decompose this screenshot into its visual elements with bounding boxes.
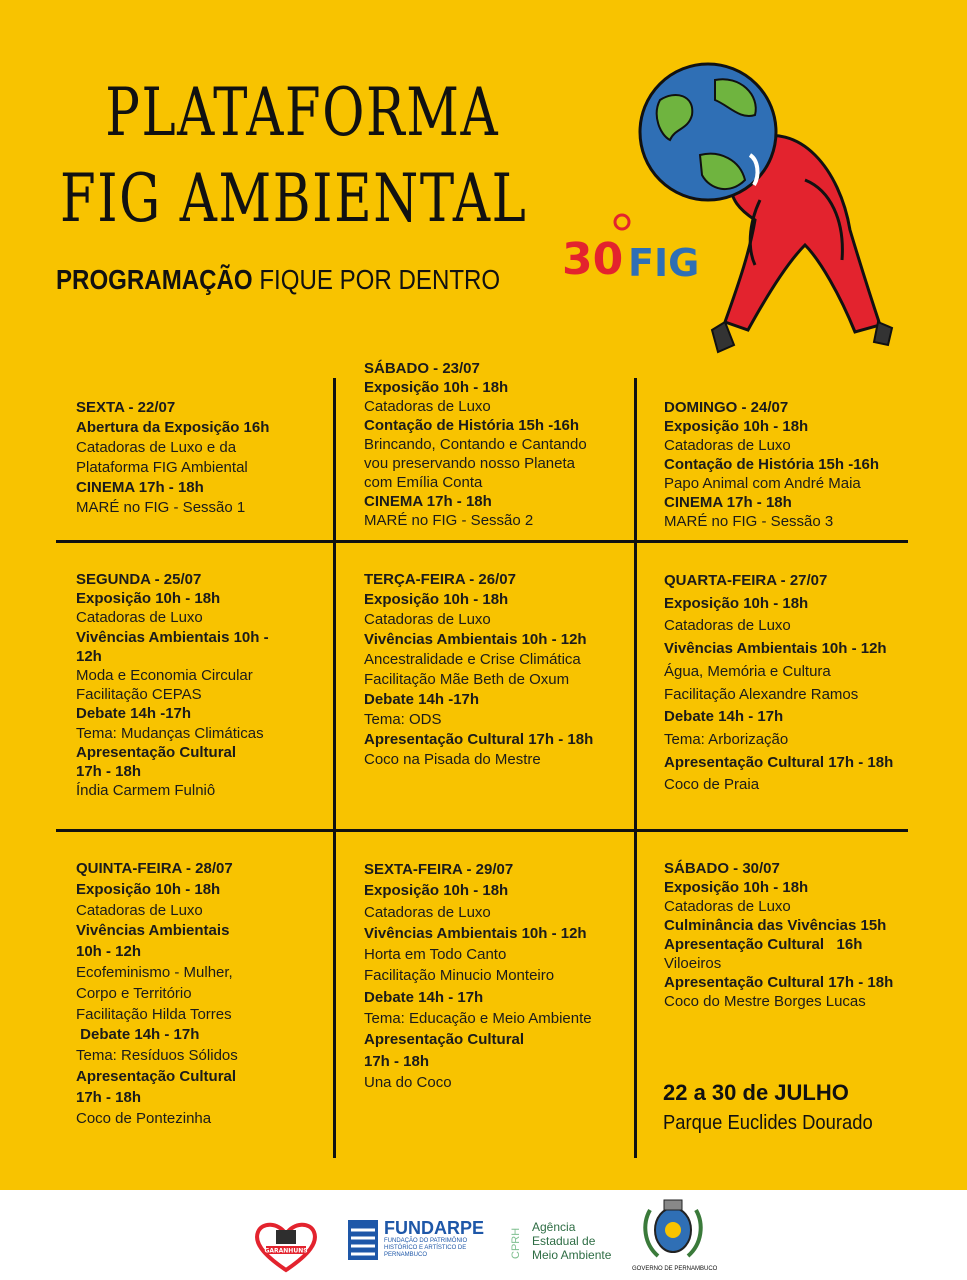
event-detail: Coco de Pontezinha — [76, 1109, 212, 1127]
grid-vline-right — [634, 378, 637, 1158]
event-title: Exposição 10h - 18h — [76, 590, 221, 608]
event-detail: Corpo e Território — [76, 984, 192, 1002]
day-heading: SÁBADO - 23/07 — [364, 360, 480, 377]
event-detail: MARÉ no FIG - Sessão 3 — [664, 513, 834, 530]
event-detail: MARÉ no FIG - Sessão 2 — [364, 512, 534, 529]
event-title: Vivências Ambientais 10h - — [76, 628, 269, 646]
event-detail: Una do Coco — [364, 1073, 452, 1091]
day-sexta-29 — [364, 859, 592, 1093]
event-detail: Coco do Mestre Borges Lucas — [664, 993, 866, 1010]
event-title: 17h - 18h — [76, 1088, 142, 1106]
day-heading: QUINTA-FEIRA - 28/07 — [76, 860, 233, 877]
event-detail: Tema: Educação e Meio Ambiente — [364, 1010, 592, 1028]
event-detail: Ecofeminismo - Mulher, — [76, 963, 233, 981]
event-title: Vivências Ambientais — [76, 922, 230, 940]
event-title: Exposição 10h - 18h — [364, 882, 509, 900]
event-title: Culminância das Vivências 15h — [664, 917, 887, 934]
fundarpe-mark-icon — [348, 1220, 378, 1260]
event-title: 17h - 18h — [364, 1052, 430, 1070]
event-title: Apresentação Cultural — [364, 1031, 525, 1049]
event-detail: MARÉ no FIG - Sessão 1 — [76, 499, 246, 516]
day-sabado-30 — [664, 859, 893, 1011]
event-detail: Catadoras de Luxo — [664, 898, 791, 915]
event-detail: Facilitação Hilda Torres — [76, 1005, 232, 1023]
earth-figure-illustration — [630, 60, 900, 360]
day-sexta-22 — [76, 398, 269, 518]
event-title: Vivências Ambientais 10h - 12h — [364, 631, 587, 648]
cprh-line-3: Meio Ambiente — [532, 1248, 612, 1262]
event-title: CINEMA 17h - 18h — [76, 479, 204, 496]
event-detail: Catadoras de Luxo — [364, 903, 491, 921]
event-detail: Catadoras de Luxo — [76, 901, 203, 919]
event-detail: Catadoras de Luxo e da — [76, 439, 237, 456]
day-heading: SEXTA-FEIRA - 29/07 — [364, 861, 514, 878]
event-title: Apresentação Cultural 16h — [664, 936, 863, 953]
festival-name: FIG — [628, 241, 700, 284]
event-title: Exposição 10h - 18h — [364, 591, 509, 608]
day-heading: DOMINGO - 24/07 — [664, 399, 789, 416]
cprh-abbr: CPRH — [510, 1227, 522, 1259]
garanhuns-logo — [252, 1218, 320, 1274]
event-title: Debate 14h - 17h — [76, 1026, 200, 1044]
festival-number: 30 — [562, 234, 624, 284]
event-detail: Catadoras de Luxo — [664, 437, 791, 454]
event-title: Apresentação Cultural 17h - 18h — [664, 753, 894, 771]
event-title: Apresentação Cultural 17h - 18h — [664, 974, 894, 991]
event-title: Vivências Ambientais 10h - 12h — [364, 924, 587, 942]
event-title: Debate 14h -17h — [364, 691, 480, 708]
event-detail: Facilitação CEPAS — [76, 686, 202, 704]
event-detail: Índia Carmem Fulniô — [76, 782, 216, 800]
cprh-logo — [510, 1218, 620, 1266]
event-title: CINEMA 17h - 18h — [664, 494, 792, 511]
fundarpe-name: FUNDARPE — [384, 1218, 485, 1238]
day-heading: QUARTA-FEIRA - 27/07 — [664, 572, 828, 589]
event-title: Exposição 10h - 18h — [664, 418, 809, 435]
cprh-line-2: Estadual de — [532, 1234, 596, 1248]
event-detail: Facilitação Alexandre Ramos — [664, 685, 859, 703]
event-title: 10h - 12h — [76, 943, 142, 961]
event-detail: Tema: Arborização — [664, 730, 789, 748]
subtitle — [56, 264, 500, 296]
cprh-line-1: Agência — [532, 1220, 576, 1234]
event-title: CINEMA 17h - 18h — [364, 493, 492, 510]
grid-hline-top — [56, 540, 908, 543]
event-place: Parque Euclides Dourado — [663, 1112, 873, 1134]
day-segunda-25 — [76, 570, 269, 800]
event-dates: 22 a 30 de JULHO — [663, 1080, 849, 1105]
event-title: Apresentação Cultural 17h - 18h — [364, 731, 594, 748]
event-detail: Catadoras de Luxo — [364, 398, 491, 415]
grid-hline-bottom — [56, 829, 908, 832]
event-detail: com Emília Conta — [364, 474, 483, 491]
event-title: Apresentação Cultural — [76, 743, 237, 761]
event-title: Abertura da Exposição 16h — [76, 419, 270, 436]
subtitle-regular: FIQUE POR DENTRO — [259, 264, 501, 295]
subtitle-bold: PROGRAMAÇÃO — [56, 264, 253, 295]
event-title: Apresentação Cultural — [76, 1067, 237, 1085]
event-detail: Papo Animal com André Maia — [664, 475, 861, 492]
event-detail: Horta em Todo Canto — [364, 946, 507, 964]
event-detail: Ancestralidade e Crise Climática — [364, 651, 581, 668]
event-title: Exposição 10h - 18h — [664, 594, 809, 612]
event-detail: Viloeiros — [664, 955, 722, 972]
event-title: 17h - 18h — [76, 763, 142, 781]
event-title: Contação de História 15h -16h — [664, 456, 880, 473]
day-heading: SEGUNDA - 25/07 — [76, 571, 202, 588]
day-sabado-23 — [364, 359, 587, 530]
gov-caption: GOVERNO DE PERNAMBUCO — [632, 1266, 718, 1272]
day-quarta-27 — [664, 570, 893, 797]
event-title: Contação de História 15h -16h — [364, 417, 580, 434]
event-detail: Plataforma FIG Ambiental — [76, 459, 248, 476]
event-detail: Tema: Resíduos Sólidos — [76, 1047, 238, 1065]
event-detail: Brincando, Contando e Cantando — [364, 436, 587, 453]
event-title: Debate 14h - 17h — [364, 988, 484, 1006]
event-detail: Moda e Economia Circular — [76, 667, 253, 685]
title-line-2: FIG AMBIENTAL — [60, 160, 528, 237]
day-terca-26 — [364, 570, 593, 770]
event-title: Exposição 10h - 18h — [364, 379, 509, 396]
pernambuco-coat-of-arms-icon — [638, 1194, 708, 1264]
fundarpe-logo — [348, 1218, 485, 1264]
day-domingo-24 — [664, 398, 879, 531]
grid-vline-left — [333, 378, 336, 1158]
garanhuns-label: GARANHUNS — [264, 1247, 308, 1255]
event-title: Vivências Ambientais 10h - 12h — [664, 640, 887, 658]
event-title: 12h — [76, 647, 102, 665]
event-title: Exposição 10h - 18h — [76, 880, 221, 898]
event-detail: Catadoras de Luxo — [664, 617, 791, 635]
cprh-text — [532, 1220, 611, 1262]
event-detail: Coco de Praia — [664, 776, 760, 794]
title-line-1: PLATAFORMA — [105, 74, 500, 151]
event-detail: Facilitação Minucio Monteiro — [364, 967, 555, 985]
day-heading: SEXTA - 22/07 — [76, 399, 176, 416]
event-detail: Coco na Pisada do Mestre — [364, 751, 541, 768]
flower-icon — [615, 215, 629, 229]
event-detail: Tema: Mudanças Climáticas — [76, 724, 264, 742]
event-title: Debate 14h - 17h — [664, 708, 784, 726]
fundarpe-full-name: FUNDAÇÃO DO PATRIMÔNIO HISTÓRICO E ARTÍSTICO DE PERNAMBUCO — [384, 1238, 468, 1258]
event-title: Exposição 10h - 18h — [664, 879, 809, 896]
day-heading: TERÇA-FEIRA - 26/07 — [364, 571, 516, 588]
event-detail: Catadoras de Luxo — [364, 611, 491, 628]
event-detail: Catadoras de Luxo — [76, 609, 203, 627]
page-title — [60, 70, 527, 242]
event-detail: Facilitação Mãe Beth de Oxum — [364, 671, 570, 688]
sponsor-strip — [0, 1190, 967, 1280]
event-title: Debate 14h -17h — [76, 705, 192, 723]
event-detail: Água, Memória e Cultura — [664, 662, 831, 680]
day-heading: SÁBADO - 30/07 — [664, 860, 780, 877]
day-quinta-28 — [76, 859, 238, 1129]
event-detail: Tema: ODS — [364, 711, 442, 728]
event-detail: vou preservando nosso Planeta — [364, 455, 575, 472]
